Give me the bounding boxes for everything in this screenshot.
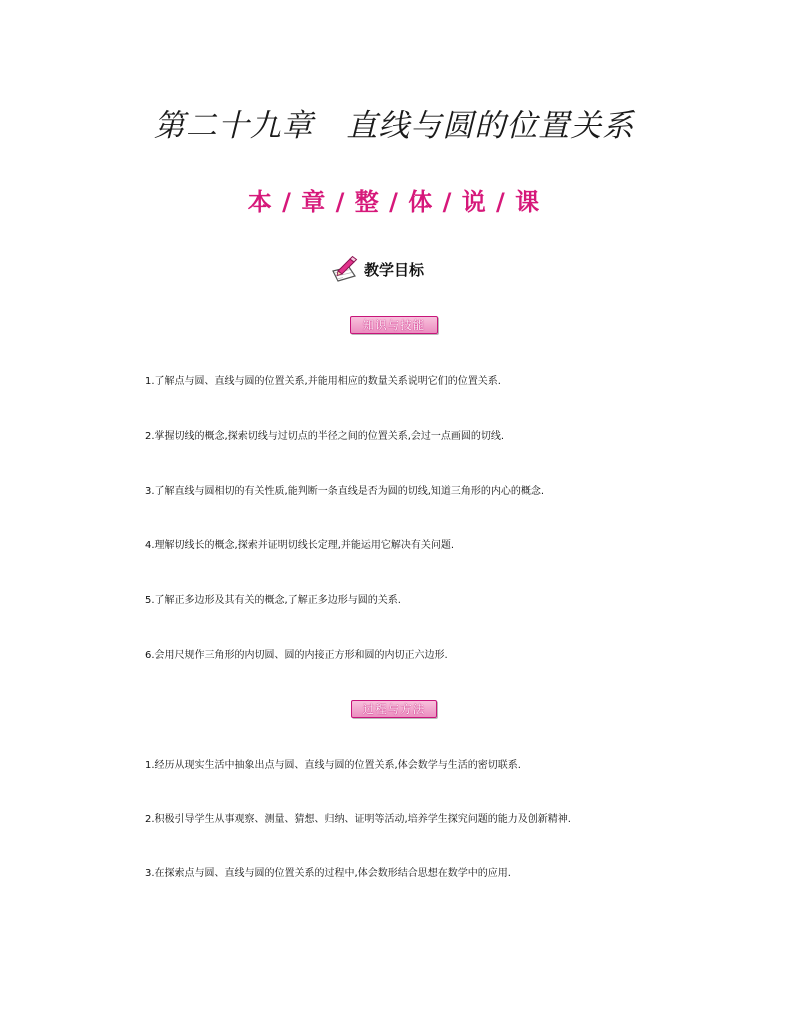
- knowledge-item-5: 5.了解正多边形及其有关的概念,了解正多边形与圆的关系.: [145, 595, 401, 606]
- knowledge-item-6: 6.会用尺规作三角形的内切圆、圆的内接正方形和圆的内切正六边形.: [145, 650, 448, 661]
- knowledge-item-4: 4.理解切线长的概念,探索并证明切线长定理,并能运用它解决有关问题.: [145, 540, 455, 551]
- knowledge-skills-badge: 知识与技能: [350, 316, 438, 334]
- knowledge-item-3: 3.了解直线与圆相切的有关性质,能判断一条直线是否为圆的切线,知道三角形的内心的概念.: [145, 486, 545, 497]
- process-methods-badge: 过程与方法: [351, 700, 437, 718]
- chapter-title: 第二十九章 直线与圆的位置关系: [153, 108, 635, 144]
- knowledge-item-1: 1.了解点与圆、直线与圆的位置关系,并能用相应的数量关系说明它们的位置关系.: [145, 376, 501, 387]
- pencil-notepad-icon: [328, 254, 360, 284]
- process-item-3: 3.在探索点与圆、直线与圆的位置关系的过程中,体会数形结合思想在数学中的应用.: [145, 868, 511, 879]
- teaching-goals-label: 教学目标: [364, 260, 425, 279]
- process-item-2: 2.积极引导学生从事观察、测量、猜想、归纳、证明等活动,培养学生探究问题的能力及创新精神.: [145, 814, 571, 825]
- teaching-goals-heading: [328, 254, 424, 284]
- knowledge-item-2: 2.掌握切线的概念,探索切线与过切点的半径之间的位置关系,会过一点画圆的切线.: [145, 431, 505, 442]
- section-heading: 本 / 章 / 整 / 体 / 说 / 课: [247, 188, 541, 216]
- process-item-1: 1.经历从现实生活中抽象出点与圆、直线与圆的位置关系,体会数学与生活的密切联系.: [145, 760, 521, 771]
